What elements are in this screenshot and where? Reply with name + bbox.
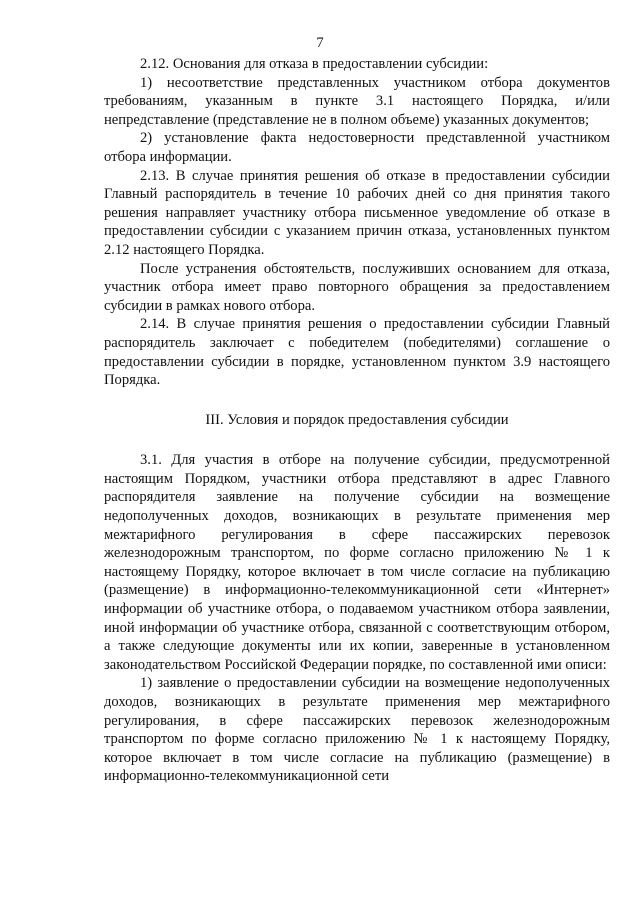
paragraph-2-13-continuation: После устранения обстоятельств, послуживших основанием для отказа, участник отбора имеет право повторного обращения за предоставлением субсидии в рамках нового отбора. — [104, 260, 610, 314]
document-body — [104, 55, 610, 786]
section-heading: III. Условия и порядок предоставления субсидии — [205, 411, 509, 428]
paragraph-2-12: 2.12. Основания для отказа в предоставлении субсидии: — [140, 56, 489, 72]
page-number: 7 — [316, 35, 324, 51]
paragraph-2-13: 2.13. В случае принятия решения об отказе в предоставлении субсидии Главный распорядитель в течение 10 рабочих дней со дня принятия такого решения направляет участнику отбора письменное уведомление об отказе в предоставлении субсидии с указанием причин отказа, установленных пунктом 2.12 настоящего Порядка. — [104, 167, 610, 258]
paragraph-3-1-item-1: 1) заявление о предоставлении субсидии на возмещение недополученных доходов, возникающих в результате применения мер межтарифного регулирования, в сфере пассажирских перевозок железнодорожным транспортом по форме согласно приложению № 1 к настоящему Порядку, которое включает в том числе согласие на публикацию (размещение) в информационно-телекоммуникационной сети — [104, 675, 610, 785]
paragraph-3-1: 3.1. Для участия в отборе на получение субсидии, предусмотренной настоящим Порядком, участники отбора представляют в адрес Главного распорядителя заявление на получение субсидии на возмещение недополученных доходов, возникающих в результате применения мер межтарифного регулирования в сфере пассажирских перевозок железнодорожным транспортом, по форме согласно приложению № 1 к настоящему Порядку, которое включает в том числе согласие на публикацию (размещение) в информационно-телекоммуникационной сети «Интернет» информации об участнике отбора, о подаваемом участником отбора заявлении, иной информации об участнике отбора, связанной с соответствующим отбором, а также следующие документы или их копии, заверенные в установленном законодательством Российской Федерации порядке, по составленной ими описи: — [104, 452, 610, 673]
paragraph-2-14: 2.14. В случае принятия решения о предоставлении субсидии Главный распорядитель заключает с победителем (победителями) соглашение о предоставлении субсидии в порядке, установленном пунктом 3.9 настоящего Порядка. — [104, 316, 610, 389]
paragraph-2-12-item-1: 1) несоответствие представленных участником отбора документов требованиям, указанным в пункте 3.1 настоящего Порядка, и/или непредставление (представление не в полном объеме) указанных документов; — [104, 74, 610, 128]
paragraph-2-12-item-2: 2) установление факта недостоверности представленной участником отбора информации. — [104, 130, 610, 165]
